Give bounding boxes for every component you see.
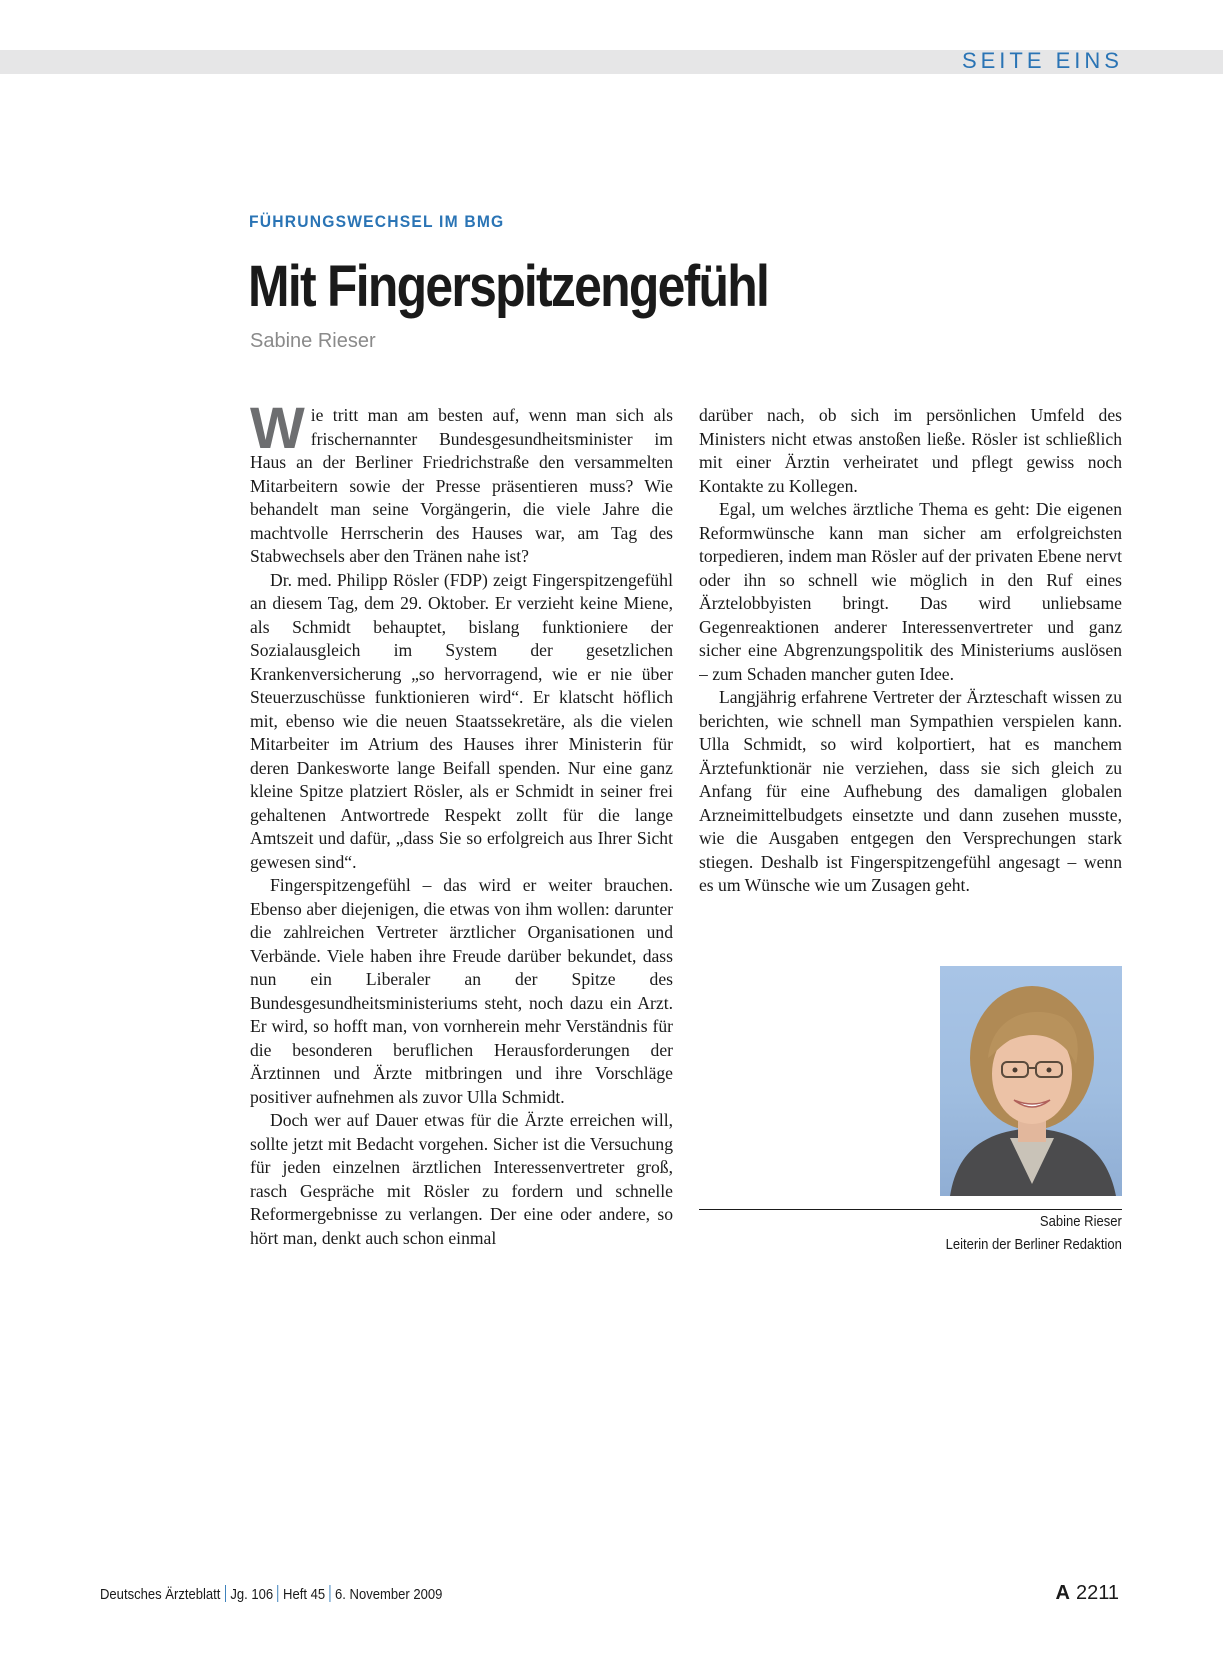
- caption-role: Leiterin der Berliner Redaktion: [945, 1237, 1122, 1253]
- paragraph: [250, 404, 673, 569]
- page-number-value: 2211: [1075, 1582, 1119, 1604]
- article-title: Mit Fingerspitzengefühl: [248, 254, 769, 319]
- article-column-left: [250, 404, 673, 1256]
- footer-publication: Deutsches Ärzteblatt: [100, 1587, 221, 1603]
- footer-issue: Heft 45: [283, 1587, 326, 1603]
- page-number: [1056, 1580, 1119, 1606]
- footer-volume: Jg. 106: [230, 1587, 274, 1603]
- paragraph: Dr. med. Philipp Rösler (FDP) zeigt Fingerspitzengefühl an diesem Tag, dem 29. Oktober. Er verzieht keine Miene, als Schmidt behauptet, bislang funktioniere der Sozialausgleich im System der gesetzlichen Krankenversicherung „so hervorragend, wie er nie über Steuerzuschüsse funktionieren wird“. Er klatscht höflich mit, ebenso wie die neuen Staatssekretäre, als die vielen Mitarbeiter im Atrium des Hauses ihrer Ministerin für deren Dankesworte lange Beifall spenden. Nur eine ganz kleine Spitze platziert Rösler, als er Schmidt in seiner frei gehaltenen Antwortrede Respekt zollt für die lange Amtszeit und dafür, „dass Sie so erfolgreich aus Ihrer Sicht gewesen sind“.: [250, 569, 673, 872]
- paragraph: Doch wer auf Dauer etwas für die Ärzte erreichen will, sollte jetzt mit Bedacht vorgehen. Sicher ist die Versuchung für jeden einzelnen ärztlichen Interessenvertreter groß, rasch Gespräche mit Rösler zu fordern und schnelle Reformergebnisse zu verlangen. Der eine oder andere, so hört man, denkt auch schon einmal: [250, 1110, 673, 1248]
- photo-caption: [926, 1211, 1122, 1257]
- caption-name: Sabine Rieser: [1040, 1214, 1122, 1230]
- section-label: SEITE EINS: [961, 48, 1123, 73]
- paragraph: darüber nach, ob sich im persönlichen Umfeld des Ministers nicht etwas anstoßen ließe. Rösler ist schließlich mit einer Ärztin verheiratet und pflegt gewiss noch Kontakte zu Kollegen.: [699, 405, 1122, 496]
- paragraph-text: ie tritt man am besten auf, wenn man sich als frischernannter Bundesgesundheitsminister im Haus an der Berliner Friedrichstraße den versammelten Mitarbeitern sowie der Presse präsentieren muss? Wie behandelt man seine Vorgängerin, die viele Jahre die machtvolle Herrscherin des Hauses war, am Tag des Stabwechsels aber den Tränen nahe ist?: [250, 405, 673, 566]
- footer-separator: [330, 1585, 331, 1602]
- drop-cap: W: [250, 404, 305, 461]
- author-photo: [940, 966, 1122, 1196]
- article-kicker: FÜHRUNGSWECHSEL IM BMG: [249, 212, 505, 231]
- footer-separator: [278, 1585, 279, 1602]
- caption-rule: [699, 1209, 1122, 1210]
- article-column-right: [699, 404, 1122, 904]
- paragraph: Langjährig erfahrene Vertreter der Ärzteschaft wissen zu berichten, wie schnell man Sympathien verspielen kann. Ulla Schmidt, so wird kolportiert, hat es manchem Ärztefunktionär nie verziehen, dass sie sich gleich zu Anfang für eine Aufhebung des damaligen globalen Arzneimittelbudgets einsetzte und dann zusehen musste, wie die Ausgaben entgegen den Versprechungen stark stiegen. Deshalb ist Fingerspitzengefühl angesagt – wenn es um Wünsche wie um Zusagen geht.: [699, 687, 1122, 895]
- footer-separator: [225, 1585, 226, 1602]
- footer-citation: [100, 1585, 442, 1605]
- footer-date: 6. November 2009: [335, 1587, 443, 1603]
- page-prefix: A: [1055, 1582, 1070, 1604]
- paragraph: Egal, um welches ärztliche Thema es geht: Die eigenen Reformwünsche kann man sicher am erfolgreichsten torpedieren, indem man Rösler auf der privaten Ebene nervt oder ihn so schnell wie möglich in den Ruf eines Ärztelobbyisten bringt. Das wird unliebsame Gegenreaktionen anderer Interessenvertreter und ganz sicher eine Abgrenzungspolitik des Ministeriums auslösen – zum Schaden mancher guten Idee.: [699, 499, 1122, 684]
- paragraph: Fingerspitzengefühl – das wird er weiter brauchen. Ebenso aber diejenigen, die etwas von ihm wollen: darunter die zahlreichen Vertreter ärztlicher Organisationen und Verbände. Viele haben ihre Freude darüber bekundet, dass nun ein Liberaler an der Spitze des Bundesgesundheitsministeriums steht, noch dazu ein Arzt. Er wird, so hofft man, von vornherein mehr Verständnis für die besonderen beruflichen Herausforderungen der Ärztinnen und Ärzte mitbringen und ihre Vorschläge positiver aufnehmen als zuvor Ulla Schmidt.: [250, 875, 673, 1107]
- article-author: Sabine Rieser: [250, 330, 376, 352]
